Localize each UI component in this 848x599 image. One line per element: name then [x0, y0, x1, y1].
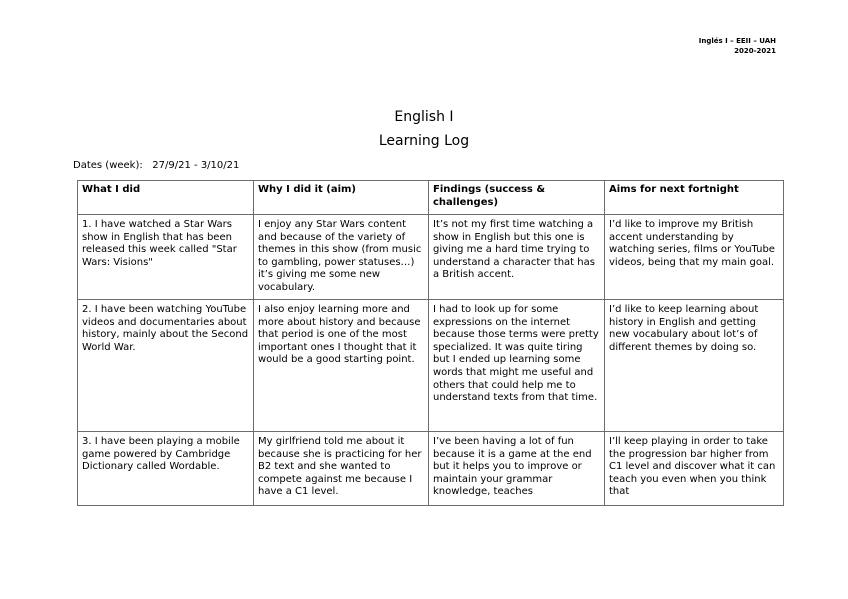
cell-text: 1. I have watched a Star Wars show in English that has been released this week called "Star Wars: Visions"	[82, 219, 237, 268]
cell-findings	[429, 300, 605, 432]
dates-label: Dates (week):	[73, 160, 143, 171]
column-header-what: What I did	[78, 181, 254, 215]
cell-text: My girlfriend told me about it because she is practicing for her B2 text and she wanted to compete against me because I have a C1 level.	[258, 436, 422, 498]
cell-text: I’ll keep playing in order to take the progression bar higher from C1 level and discover what it can teach you even when you think that	[609, 436, 776, 498]
cell-aims	[605, 432, 784, 506]
page-header	[699, 36, 776, 56]
table-row	[78, 215, 784, 300]
learning-log-table	[77, 180, 784, 506]
cell-text: 2. I have been watching YouTube videos and documentaries about history, mainly about the Second World War.	[82, 304, 249, 353]
cell-findings	[429, 432, 605, 506]
cell-why	[254, 215, 429, 300]
table-header-row	[78, 181, 784, 215]
document-title: English I	[394, 109, 454, 125]
cell-aims	[605, 215, 784, 300]
cell-text: I’d like to improve my British accent understanding by watching series, films or YouTube videos, being that my main goal.	[609, 219, 775, 268]
cell-text: I’d like to keep learning about history in English and getting new vocabulary about lot’s of different themes by doing so.	[609, 304, 759, 353]
cell-what	[78, 300, 254, 432]
cell-text: I also enjoy learning more and more about history and because that period is one of the most important ones I thought that it would be a good starting point.	[258, 304, 421, 366]
cell-text: It’s not my first time watching a show in English but this one is giving me a hard time trying to understand a character that has a British accent.	[433, 219, 595, 281]
cell-what	[78, 432, 254, 506]
dates-line	[73, 159, 239, 172]
cell-aims	[605, 300, 784, 432]
dates-value: 27/9/21 - 3/10/21	[152, 160, 240, 171]
cell-text: I had to look up for some expressions on the internet because those terms were pretty specialized. It was quite tiring but I ended up learning some words that might me useful and others that could help me to understand texts from that time.	[433, 304, 599, 404]
table-row	[78, 432, 784, 506]
column-header-findings: Findings (success & challenges)	[429, 181, 605, 215]
cell-text: 3. I have been playing a mobile game powered by Cambridge Dictionary called Wordable.	[82, 436, 240, 473]
column-header-aims: Aims for next fortnight	[605, 181, 784, 215]
cell-text: I enjoy any Star Wars content and because of the variety of themes in this show (from music to gambling, power statuses…) it’s giving me some new vocabulary.	[258, 219, 422, 293]
course-line: Inglés I – EEII – UAH	[698, 37, 776, 45]
cell-why	[254, 432, 429, 506]
cell-findings	[429, 215, 605, 300]
cell-text: I’ve been having a lot of fun because it is a game at the end but it helps you to improve or maintain your grammar knowledge, teaches	[433, 436, 592, 498]
column-header-why: Why I did it (aim)	[254, 181, 429, 215]
cell-why	[254, 300, 429, 432]
academic-year: 2020-2021	[734, 47, 776, 55]
cell-what	[78, 215, 254, 300]
table-row	[78, 300, 784, 432]
document-subtitle: Learning Log	[378, 133, 470, 149]
